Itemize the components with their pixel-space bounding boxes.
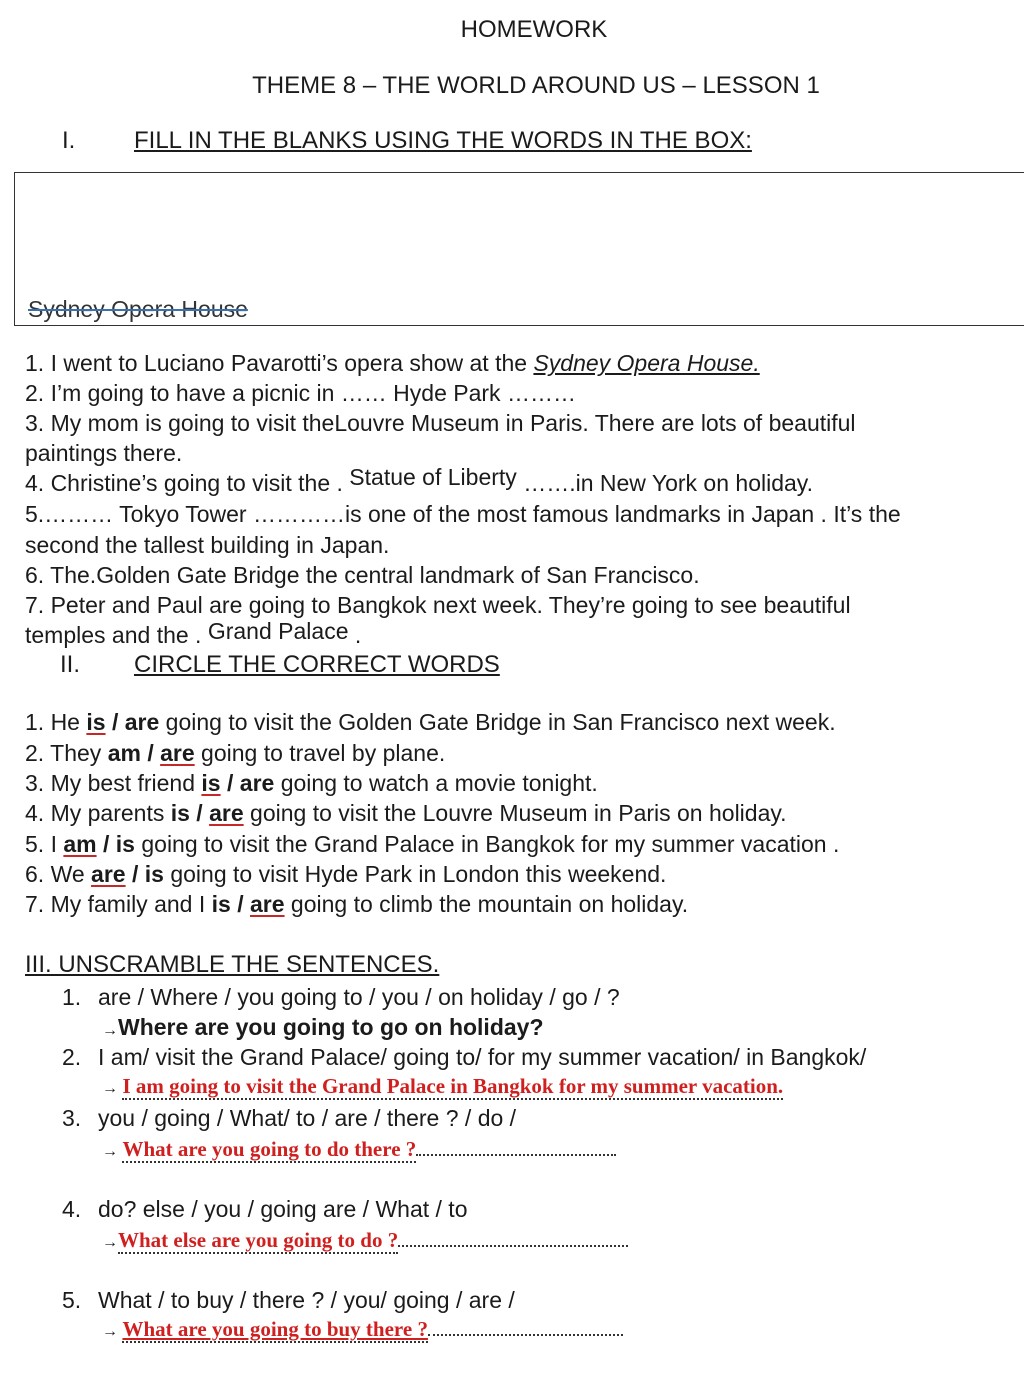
circle-item-2 [25,738,445,768]
fill-item-7: 7. Peter and Paul are going to Bangkok next week. They’re going to see beautiful [25,592,851,618]
choice-separator: / [125,861,145,887]
answer-dotted-line [398,1227,628,1247]
unscramble-answer: What else are you going to do ? [118,1228,399,1252]
item-text: 4. My parents [25,800,171,826]
fill-text: the central landmark of San Francisco. [299,562,700,588]
fill-text: temples and the . [25,622,208,648]
fill-answer: Grand Palace [207,618,349,644]
choice-selected: are [91,861,126,887]
fill-answer: Statue of Liberty [349,464,517,490]
choice-option: am [107,740,141,766]
choice-selected: is [86,709,106,735]
fill-item-2 [25,378,576,408]
section3-heading: III. UNSCRAMBLE THE SENTENCES. [25,951,440,978]
answer-line [102,1012,544,1046]
fill-item-5-line2: second the tallest building in Japan. [25,532,390,558]
arrow-icon: → [102,1080,118,1097]
item-text: going to travel by plane. [194,740,446,766]
item-text: 5. I [25,831,64,857]
answer-line [102,1074,783,1099]
word-box-item: Sydney Opera House [28,296,248,322]
item-text: 7. My family and I [25,891,212,917]
fill-text: 5.……… [25,501,120,527]
choice-selected: are [160,740,195,766]
fill-text: 6. The. [25,562,97,588]
choice-separator: / [230,891,250,917]
answer-dotted-line [416,1136,616,1156]
unscramble-prompt: you / going / What/ to / are / there ? / do / [98,1105,517,1131]
choice-option: are [239,770,275,796]
unscramble-answer: What are you going to buy there ? [122,1317,428,1341]
fill-item-1 [25,348,760,378]
fill-text: 2. I’m going to have a picnic in …… [25,380,387,406]
fill-item-3 [25,408,856,438]
choice-option: is [144,861,164,887]
unscramble-prompt: do? else / you / going are / What / to [98,1196,468,1222]
fill-dots: ……… [506,380,576,406]
unscramble-prompt: What / to buy / there ? / you/ going / are / [98,1287,515,1313]
unscramble-num: 1. [62,984,82,1010]
answer-dotted-line [428,1316,623,1336]
fill-answer: Louvre Museum [334,410,500,436]
choice-separator: / [189,800,210,826]
fill-text: 1. I went to Luciano Pavarotti’s opera show at the [25,350,534,376]
page-subtitle: THEME 8 – THE WORLD AROUND US – LESSON 1 [252,72,820,99]
section1-numeral: I. [62,127,76,154]
item-text: going to visit the Golden Gate Bridge in San Francisco next week. [159,709,836,735]
page-title: HOMEWORK [460,16,608,43]
unscramble-num: 3. [62,1105,82,1131]
item-text: going to watch a movie tonight. [274,770,598,796]
fill-answer: Hyde Park [386,380,507,406]
circle-item-6 [25,859,666,889]
circle-item-7 [25,889,688,919]
fill-answer: Golden Gate Bridge [96,562,300,588]
unscramble-num: 4. [62,1196,82,1222]
choice-separator: / [96,831,116,857]
choice-separator: / [140,740,161,766]
fill-item-7-line2 [25,620,361,650]
fill-answer: Sydney Opera House. [533,350,760,376]
choice-selected: are [249,891,285,917]
unscramble-num: 5. [62,1287,82,1313]
section1-heading: FILL IN THE BLANKS USING THE WORDS IN THE BOX: [134,127,752,154]
fill-item-4 [25,464,813,498]
unscramble-num: 2. [62,1044,82,1070]
choice-selected: am [63,831,97,857]
unscramble-answer: What are you going to do there ? [122,1137,417,1161]
fill-item-5 [25,499,901,529]
fill-text: 3. My mom is going to visit the [25,410,335,436]
item-text: 6. We [25,861,92,887]
choice-option: is [115,831,135,857]
choice-option: is [211,891,231,917]
circle-item-3 [25,768,598,798]
fill-text: . [348,622,362,648]
unscramble-answer: Where are you going to go on holiday? [118,1014,544,1040]
choice-separator: / [105,709,125,735]
answer-line [102,1136,616,1162]
fill-item-3-line2: paintings there. [25,440,183,466]
fill-text: in Paris. There are lots of beautiful [499,410,856,436]
circle-item-5 [25,829,839,859]
unscramble-answer: I am going to visit the Grand Palace in Bangkok for my summer vacation. [122,1074,784,1098]
fill-text: …….in New York on holiday. [523,470,813,496]
arrow-icon: → [102,1323,118,1340]
circle-item-4 [25,798,787,828]
item-text: 1. He [25,709,87,735]
fill-text: 4. Christine’s going to visit the . [25,470,343,496]
item-text: going to visit the Grand Palace in Bangkok for my summer vacation . [134,831,840,857]
answer-line [102,1316,623,1342]
item-text: going to visit Hyde Park in London this weekend. [163,861,667,887]
section2-heading: CIRCLE THE CORRECT WORDS [134,651,500,678]
fill-text: …………is one of the most famous landmarks in Japan . It’s the [252,501,901,527]
choice-option: are [124,709,160,735]
arrow-icon: → [102,1143,118,1160]
fill-answer: Tokyo Tower [119,501,247,527]
item-text: going to climb the mountain on holiday. [284,891,689,917]
arrow-icon: → [102,1234,118,1251]
item-text: 3. My best friend [25,770,202,796]
choice-separator: / [220,770,240,796]
fill-item-6 [25,560,700,590]
choice-option: is [170,800,190,826]
circle-item-1 [25,707,836,737]
item-text: 2. They [25,740,108,766]
section2-numeral: II. [60,651,81,678]
choice-selected: is [201,770,221,796]
answer-line [102,1227,628,1253]
item-text: going to visit the Louvre Museum in Paris on holiday. [243,800,787,826]
arrow-icon: → [102,1022,118,1039]
unscramble-prompt: are / Where / you going to / you / on holiday / go / ? [98,984,620,1010]
choice-selected: are [209,800,244,826]
unscramble-prompt: I am/ visit the Grand Palace/ going to/ for my summer vacation/ in Bangkok/ [98,1044,867,1070]
